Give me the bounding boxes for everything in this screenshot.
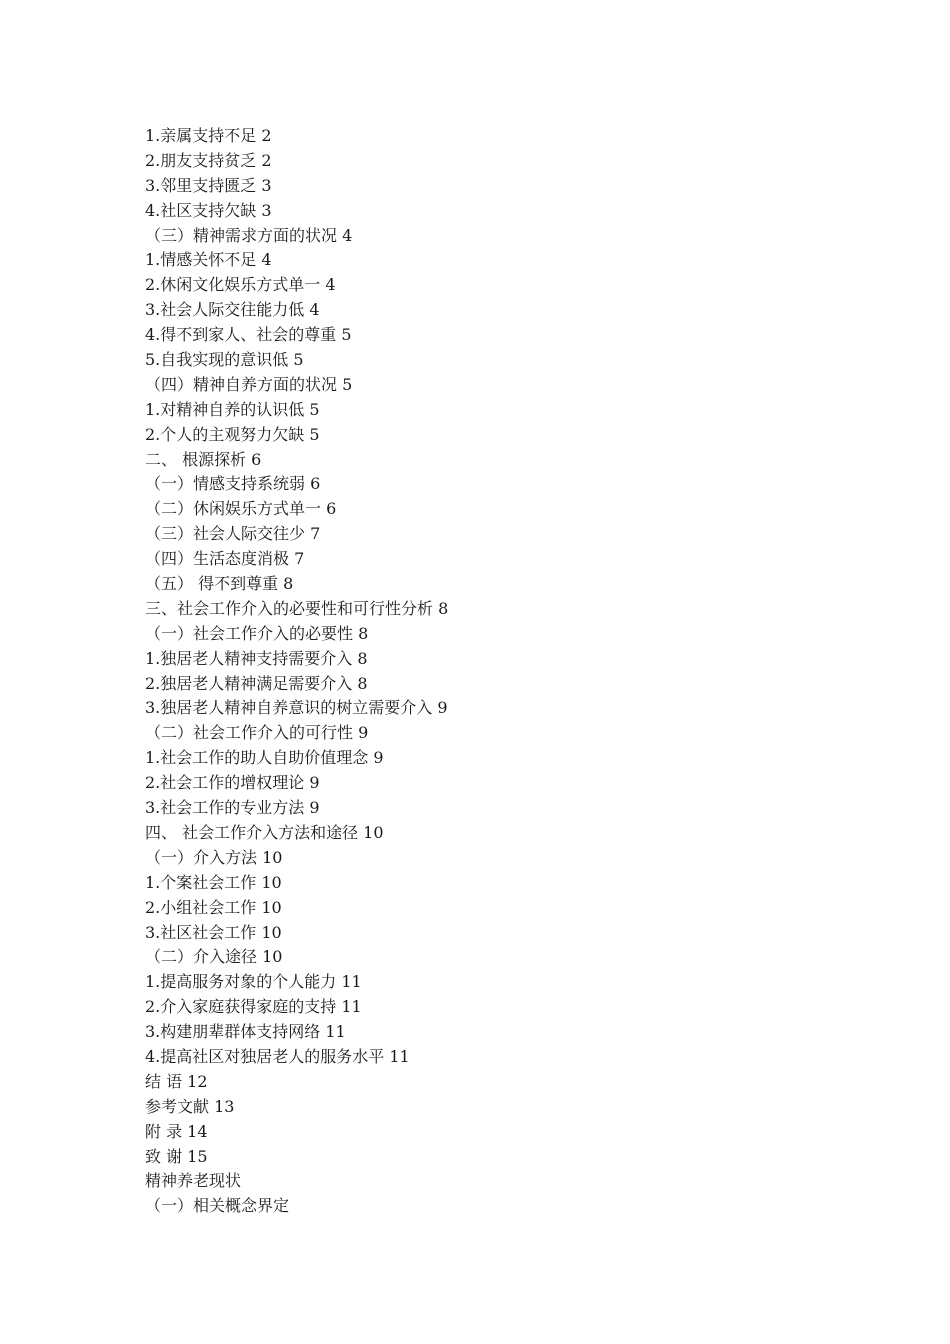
toc-entry: （四）精神自养方面的状况 5 — [145, 374, 353, 394]
toc-entry: （五） 得不到尊重 8 — [145, 574, 294, 594]
toc-entry: 1.亲属支持不足 2 — [145, 126, 272, 145]
toc-entry: 3.构建朋辈群体支持网络 11 — [145, 1022, 346, 1042]
toc-entry: （二）休闲娱乐方式单一 6 — [145, 499, 337, 519]
toc-entry: 3.独居老人精神自养意识的树立需要介入 9 — [145, 698, 448, 718]
toc-entry: 1.对精神自养的认识低 5 — [145, 399, 320, 419]
toc-entry: 2.个人的主观努力欠缺 5 — [145, 424, 320, 444]
toc-entry: 精神养老现状 — [145, 1171, 242, 1191]
toc-entry: 四、 社会工作介入方法和途径 10 — [145, 822, 384, 842]
toc-entry: 3.社区社会工作 10 — [145, 922, 282, 942]
toc-entry: 致 谢 15 — [145, 1146, 208, 1166]
toc-entry: （四）生活态度消极 7 — [145, 549, 305, 569]
toc-entry: 结 语 12 — [145, 1071, 208, 1091]
toc-entry: 3.社会工作的专业方法 9 — [145, 798, 320, 818]
toc-entry: 三、社会工作介入的必要性和可行性分析 8 — [145, 598, 449, 618]
toc-entry: 3.社会人际交往能力低 4 — [145, 300, 320, 320]
toc-entry: （一）社会工作介入的必要性 8 — [145, 623, 369, 643]
toc-entry: 1.提高服务对象的个人能力 11 — [145, 972, 362, 992]
toc-entry: 4.得不到家人、社会的尊重 5 — [145, 325, 352, 345]
toc-entry: 1.个案社会工作 10 — [145, 872, 282, 892]
table-of-contents — [145, 124, 448, 1219]
toc-entry: 二、 根源探析 6 — [145, 449, 262, 469]
toc-entry: （三）精神需求方面的状况 4 — [145, 225, 353, 245]
toc-entry: 2.独居老人精神满足需要介入 8 — [145, 673, 368, 693]
toc-entry: 1.社会工作的助人自助价值理念 9 — [145, 748, 384, 768]
toc-entry: 2.介入家庭获得家庭的支持 11 — [145, 997, 362, 1017]
toc-entry: （一）介入方法 10 — [145, 847, 283, 867]
toc-entry: 4.提高社区对独居老人的服务水平 11 — [145, 1046, 410, 1066]
toc-entry: 2.小组社会工作 10 — [145, 897, 282, 917]
toc-entry: 5.自我实现的意识低 5 — [145, 350, 304, 370]
toc-entry: 1.独居老人精神支持需要介入 8 — [145, 648, 368, 668]
toc-entry: 2.社会工作的增权理论 9 — [145, 773, 320, 793]
toc-entry: 2.朋友支持贫乏 2 — [145, 150, 272, 170]
toc-entry: 1.情感关怀不足 4 — [145, 250, 272, 270]
toc-entry: 4.社区支持欠缺 3 — [145, 200, 272, 220]
toc-entry: （一）情感支持系统弱 6 — [145, 474, 321, 494]
toc-entry: （二）介入途径 10 — [145, 947, 283, 967]
toc-entry: 2.休闲文化娱乐方式单一 4 — [145, 275, 336, 295]
toc-entry: 参考文献 13 — [145, 1096, 235, 1116]
toc-entry: 附 录 14 — [145, 1121, 208, 1141]
toc-entry: （三）社会人际交往少 7 — [145, 524, 321, 544]
toc-entry: （一）相关概念界定 — [145, 1196, 290, 1216]
toc-entry: （二）社会工作介入的可行性 9 — [145, 723, 369, 743]
toc-entry: 3.邻里支持匮乏 3 — [145, 175, 272, 195]
